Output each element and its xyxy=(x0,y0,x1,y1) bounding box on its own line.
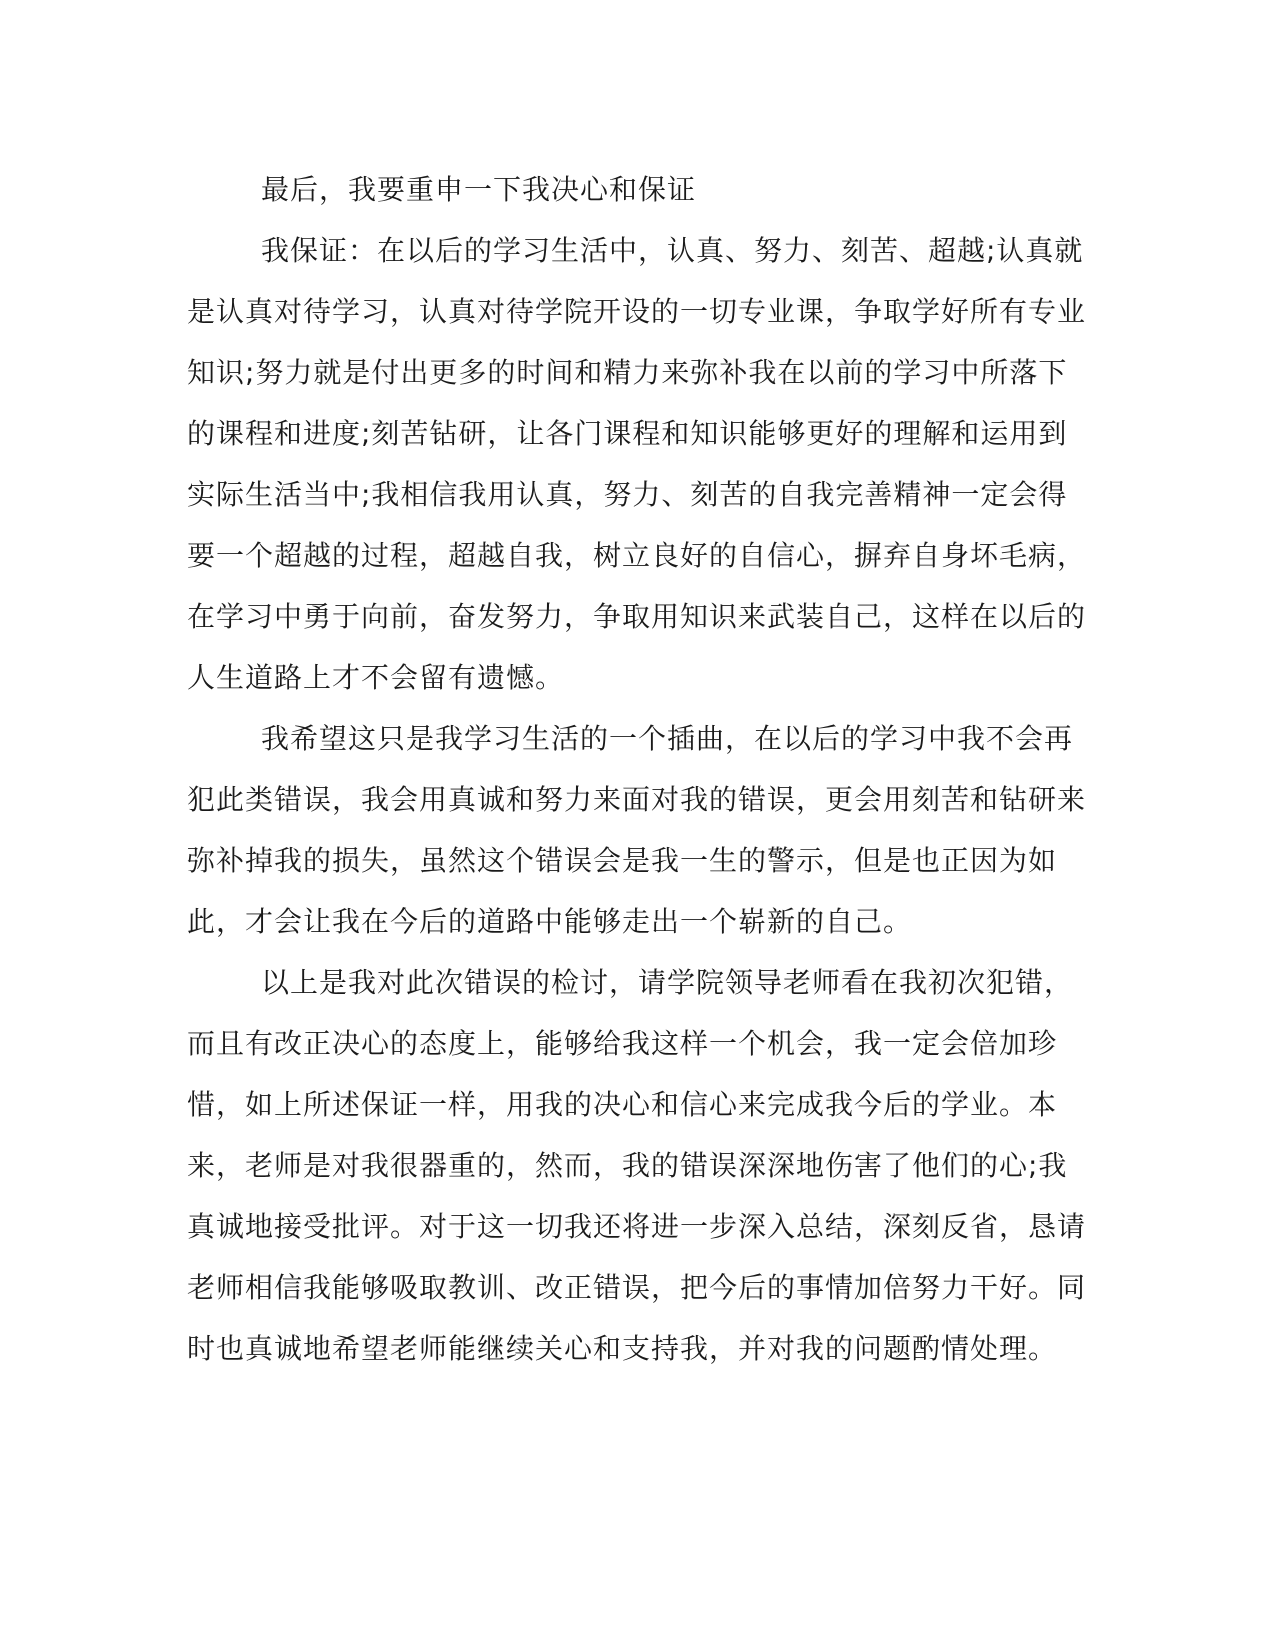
document-body xyxy=(187,159,1087,1379)
paragraph-closing-intro: 最后，我要重申一下我决心和保证 xyxy=(261,173,697,206)
paragraph-pledge: 我保证：在以后的学习生活中，认真、努力、刻苦、超越;认真就是认真对待学习，认真对待学院开设的一切专业课，争取学好所有专业知识;努力就是付出更多的时间和精力来弥补我在以前的学习中所落下的课程和进度;刻苦钻研，让各门课程和知识能够更好的理解和运用到实际生活当中;我相信我用认真，努力、刻苦的自我完善精神一定会得要一个超越的过程，超越自我，树立良好的自信心，摒弃自身坏毛病，在学习中勇于向前，奋发努力，争取用知识来武装自己，这样在以后的人生道路上才不会留有遗憾。 xyxy=(187,234,1087,694)
paragraph-conclusion: 以上是我对此次错误的检讨，请学院领导老师看在我初次犯错，而且有改正决心的态度上，能够给我这样一个机会，我一定会倍加珍惜，如上所述保证一样，用我的决心和信心来完成我今后的学业。本来，老师是对我很器重的，然而，我的错误深深地伤害了他们的心;我真诚地接受批评。对于这一切我还将进一步深入总结，深刻反省，恳请老师相信我能够吸取教训、改正错误，把今后的事情加倍努力干好。同时也真诚地希望老师能继续关心和支持我，并对我的问题酌情处理。 xyxy=(187,966,1087,1365)
paragraph-hope: 我希望这只是我学习生活的一个插曲，在以后的学习中我不会再犯此类错误，我会用真诚和努力来面对我的错误，更会用刻苦和钻研来弥补掉我的损失，虽然这个错误会是我一生的警示，但是也正因为如此，才会让我在今后的道路中能够走出一个崭新的自己。 xyxy=(187,722,1087,938)
